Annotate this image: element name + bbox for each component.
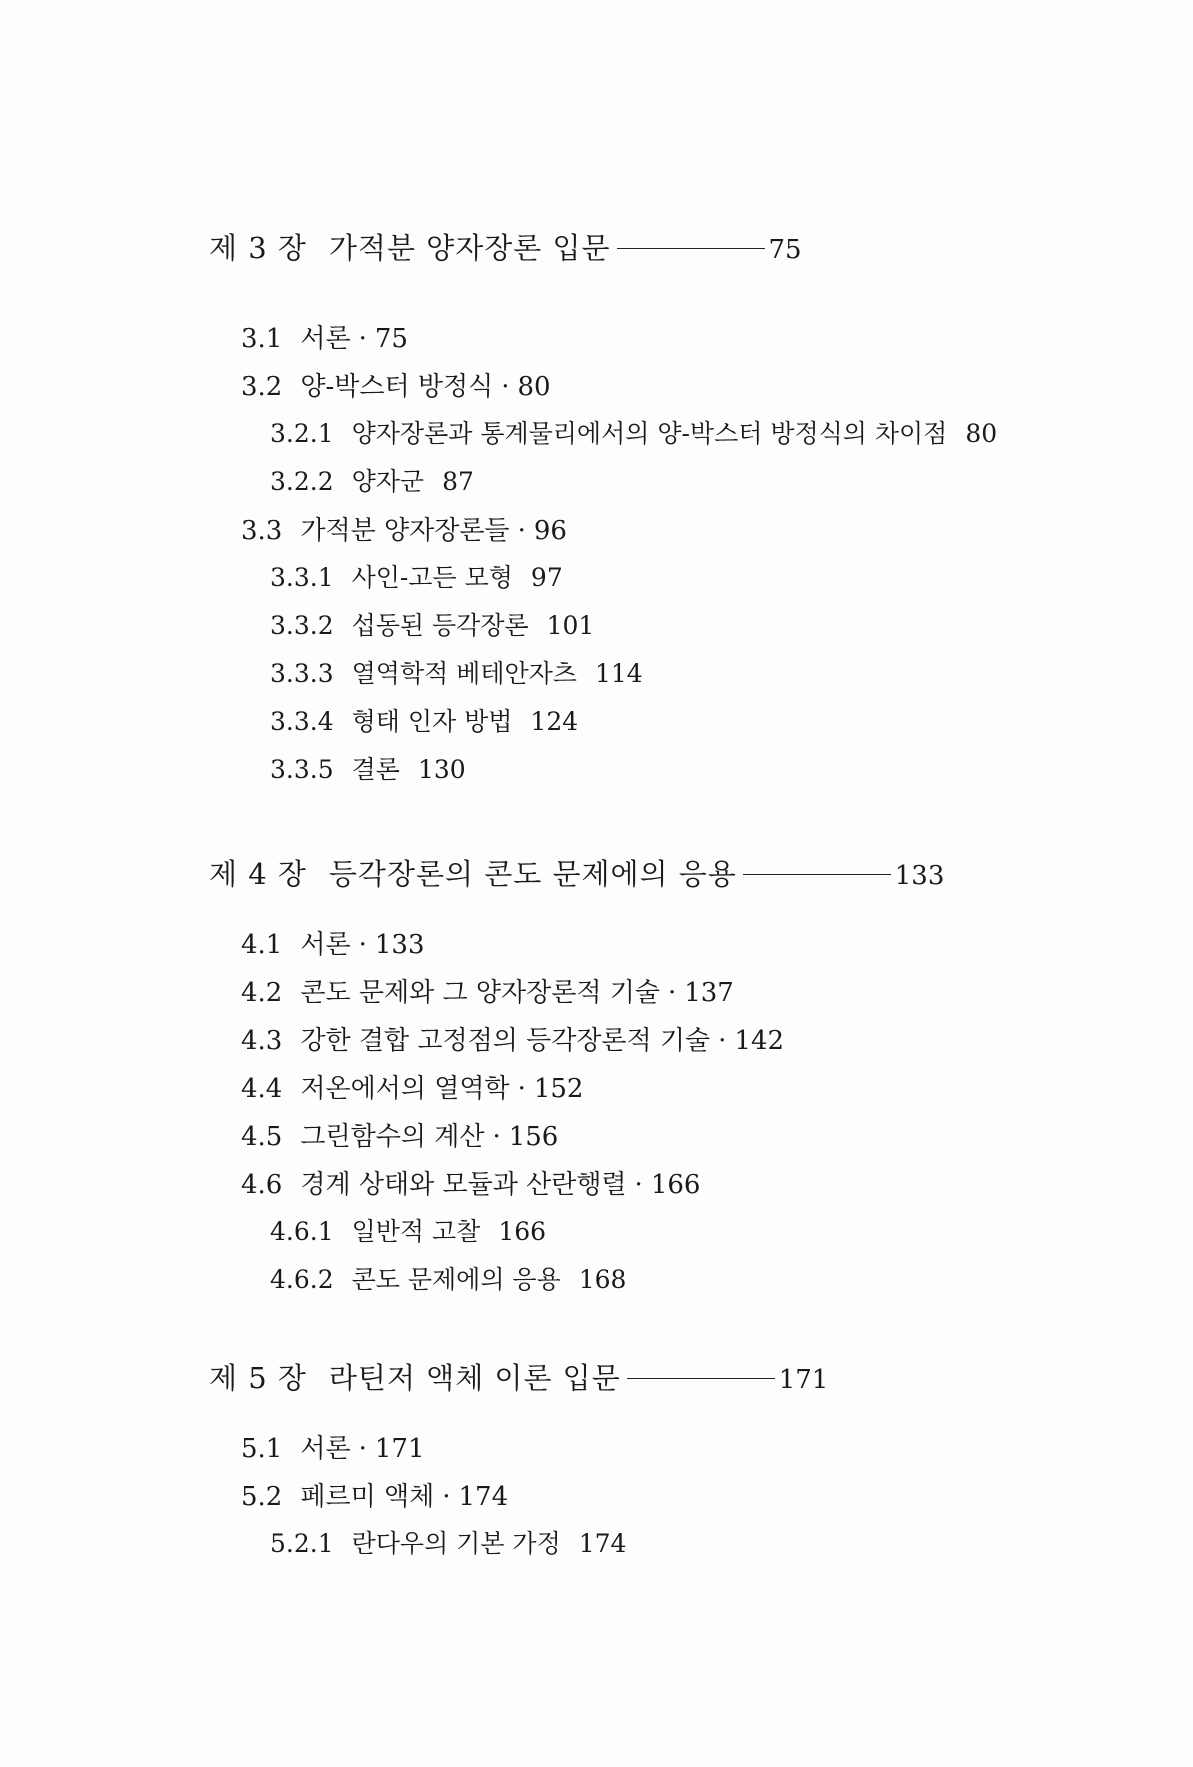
entry-number: 4.6.1 [270, 1217, 334, 1246]
entry-title: 란다우의 기본 가정 [351, 1529, 561, 1558]
entry-page: 87 [442, 467, 474, 496]
entry-number: 3.2.1 [270, 419, 334, 448]
toc-entry [241, 366, 551, 403]
toc-entry [270, 1524, 626, 1560]
entry-number: 3.3.4 [270, 707, 334, 736]
toc-entry [270, 1260, 626, 1296]
leader-rule [617, 248, 765, 249]
chapter-page: 75 [768, 235, 802, 265]
entry-number: 4.6.2 [270, 1265, 334, 1294]
entry-title: 형태 인자 방법 [351, 707, 513, 736]
entry-number: 3.2 [241, 372, 283, 402]
entry-number: 4.4 [241, 1074, 283, 1104]
leader-rule [743, 874, 891, 875]
entry-title: 섭동된 등각장론 [351, 611, 529, 640]
toc-entry [241, 1164, 700, 1201]
chapter-number: 제 4 장 [209, 857, 307, 891]
entry-page: 97 [530, 563, 563, 592]
chapter-page: 133 [894, 861, 945, 891]
chapter-title: 라틴저 액체 이론 입문 [328, 1361, 621, 1395]
entry-number: 4.1 [241, 930, 283, 960]
entry-page: 166 [498, 1217, 547, 1246]
separator-dot: · [358, 324, 367, 354]
entry-page: 96 [533, 516, 567, 546]
toc-entry [270, 750, 466, 786]
entry-page: 133 [374, 930, 425, 960]
entry-title: 콘도 문제에의 응용 [351, 1265, 561, 1294]
entry-page: 124 [530, 707, 579, 736]
chapter-title: 등각장론의 콘도 문제에의 응용 [328, 857, 737, 891]
chapter-number: 제 5 장 [209, 1361, 307, 1395]
toc-entry [270, 462, 474, 498]
toc-entry [241, 318, 408, 355]
separator-dot: · [667, 978, 677, 1008]
entry-title: 강한 결합 고정점의 등각장론적 기술 [300, 1026, 711, 1056]
toc-entry [241, 510, 567, 547]
toc-entry [241, 1068, 583, 1105]
entry-page: 174 [458, 1482, 509, 1512]
separator-dot: · [442, 1482, 451, 1512]
separator-dot: · [718, 1026, 727, 1056]
entry-title: 경계 상태와 모듈과 산란행렬 [300, 1170, 627, 1200]
entry-page: 142 [734, 1026, 785, 1056]
chapter-heading [209, 1356, 828, 1397]
chapter-number: 제 3 장 [209, 231, 307, 265]
entry-number: 3.3.5 [270, 755, 334, 784]
entry-title: 열역학적 베테안자츠 [351, 659, 577, 688]
chapter-title: 가적분 양자장론 입문 [328, 231, 611, 265]
entry-title: 양자장론과 통계물리에서의 양-박스터 방정식의 차이점 [351, 419, 948, 448]
toc-entry [241, 972, 734, 1009]
entry-title: 가적분 양자장론들 [300, 516, 510, 546]
entry-title: 콘도 문제와 그 양자장론적 기술 [300, 978, 660, 1008]
entry-title: 서론 [300, 324, 351, 354]
separator-dot: · [501, 372, 510, 402]
entry-number: 4.6 [241, 1170, 283, 1200]
entry-page: 130 [417, 755, 466, 784]
entry-page: 156 [508, 1122, 559, 1152]
entry-title: 사인-고든 모형 [351, 563, 513, 592]
leader-rule [627, 1378, 775, 1379]
entry-title: 페르미 액체 [300, 1482, 435, 1512]
entry-number: 4.2 [241, 978, 283, 1008]
entry-number: 3.3.1 [270, 563, 334, 592]
entry-title: 양-박스터 방정식 [300, 372, 494, 402]
toc-entry [270, 1212, 546, 1248]
toc-entry [270, 558, 563, 594]
toc-entry [270, 654, 643, 690]
entry-page: 166 [650, 1170, 701, 1200]
entry-page: 75 [374, 324, 408, 354]
toc-entry [241, 924, 425, 961]
entry-title: 그린함수의 계산 [300, 1122, 485, 1152]
entry-title: 저온에서의 열역학 [300, 1074, 510, 1104]
separator-dot: · [517, 1074, 526, 1104]
entry-page: 101 [546, 611, 595, 640]
toc-entry [270, 414, 997, 450]
entry-page: 80 [965, 419, 998, 448]
entry-number: 5.1 [241, 1434, 283, 1464]
entry-number: 3.3 [241, 516, 283, 546]
entry-title: 결론 [351, 755, 400, 784]
separator-dot: · [517, 516, 526, 546]
entry-number: 4.5 [241, 1122, 283, 1152]
entry-title: 서론 [300, 930, 351, 960]
entry-page: 174 [578, 1529, 627, 1558]
chapter-heading [209, 852, 944, 893]
entry-page: 114 [594, 659, 643, 688]
toc-entry [241, 1116, 558, 1153]
entry-page: 152 [533, 1074, 584, 1104]
toc-entry [241, 1428, 425, 1465]
entry-page: 168 [578, 1265, 627, 1294]
toc-entry [241, 1476, 508, 1513]
chapter-heading [209, 226, 802, 267]
entry-number: 5.2.1 [270, 1529, 334, 1558]
entry-number: 3.3.2 [270, 611, 334, 640]
entry-number: 3.2.2 [270, 467, 334, 496]
toc-entry [241, 1020, 784, 1057]
separator-dot: · [358, 930, 367, 960]
entry-number: 3.3.3 [270, 659, 334, 688]
toc-entry [270, 702, 578, 738]
entry-number: 4.3 [241, 1026, 283, 1056]
entry-title: 일반적 고찰 [351, 1217, 481, 1246]
entry-number: 5.2 [241, 1482, 283, 1512]
separator-dot: · [358, 1434, 367, 1464]
entry-title: 양자군 [351, 467, 425, 496]
separator-dot: · [492, 1122, 501, 1152]
entry-page: 137 [684, 978, 734, 1008]
toc-entry [270, 606, 594, 642]
entry-page: 171 [374, 1434, 425, 1464]
entry-title: 서론 [300, 1434, 351, 1464]
chapter-page: 171 [778, 1365, 829, 1395]
entry-page: 80 [517, 372, 551, 402]
separator-dot: · [634, 1170, 643, 1200]
entry-number: 3.1 [241, 324, 283, 354]
